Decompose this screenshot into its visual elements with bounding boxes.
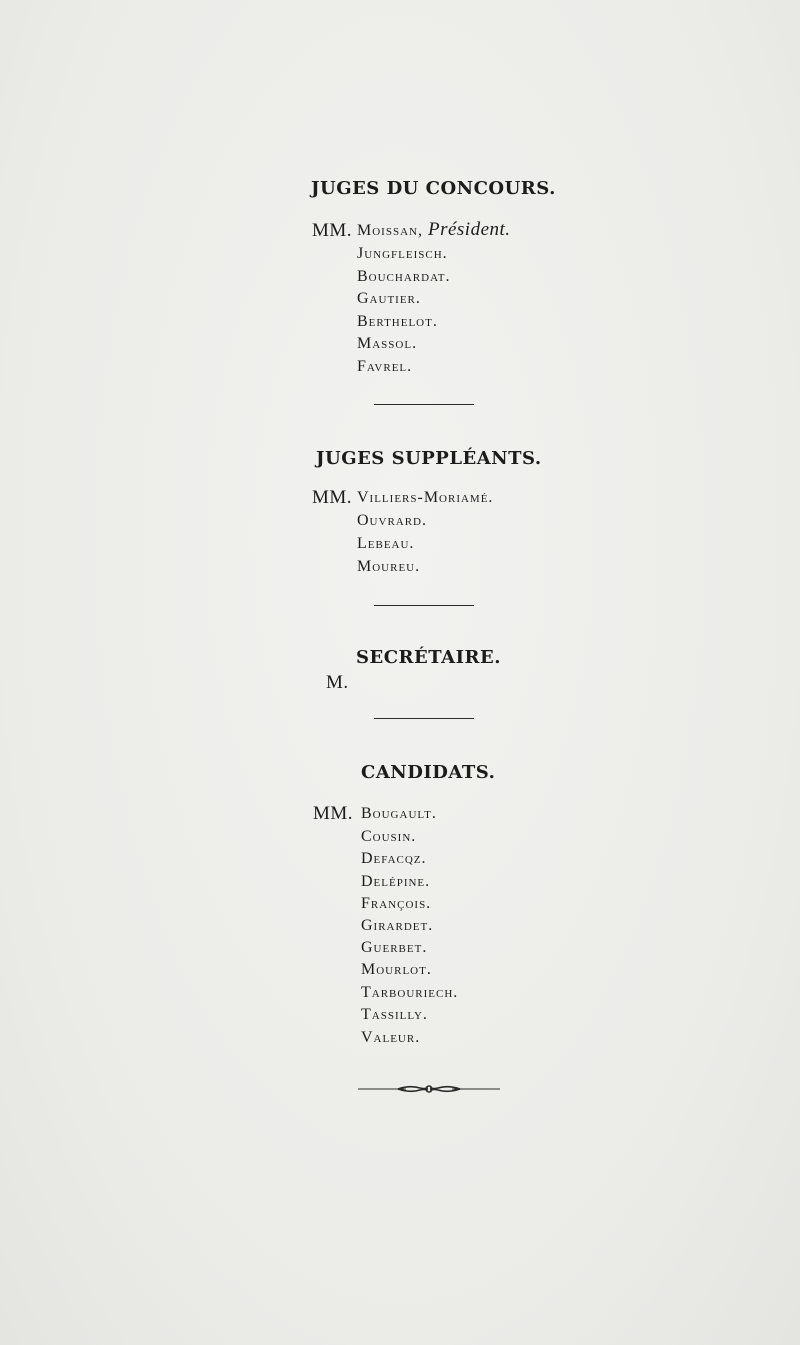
suppleants-prefix: MM.	[312, 487, 353, 508]
ornament-end-rule	[358, 1081, 500, 1097]
juges-president-name: Moissan	[357, 222, 418, 239]
candidats-name-11: Valeur.	[361, 1029, 421, 1046]
candidats-heading: CANDIDATS.	[361, 762, 496, 783]
candidats-name-2: Cousin.	[361, 828, 417, 845]
secretaire-prefix: M.	[326, 672, 349, 693]
juges-name-2: Bouchardat.	[357, 268, 451, 285]
juges-name-4: Berthelot.	[357, 313, 438, 330]
candidats-name-6: Girardet.	[361, 917, 434, 934]
candidats-name-5: François.	[361, 895, 432, 912]
juges-name-5: Massol.	[357, 335, 418, 352]
candidats-name-4: Delépine.	[361, 873, 431, 890]
candidats-name-8: Mourlot.	[361, 961, 432, 978]
candidats-name-1: Bougault.	[361, 805, 437, 822]
suppleants-name-2: Ouvrard.	[357, 512, 428, 529]
candidats-name-10: Tassilly.	[361, 1006, 428, 1023]
secretaire-heading: SECRÉTAIRE.	[356, 647, 501, 668]
candidats-name-9: Tarbouriech.	[361, 984, 459, 1001]
suppleants-name-3: Lebeau.	[357, 535, 415, 552]
juges-name-1: Jungfleisch.	[357, 245, 448, 262]
candidats-prefix: MM.	[313, 803, 354, 824]
section-divider	[374, 605, 474, 606]
suppleants-name-4: Moureu.	[357, 558, 421, 575]
comma: ,	[417, 222, 428, 239]
juges-name-6: Favrel.	[357, 358, 413, 375]
juges-prefix: MM.	[312, 220, 353, 241]
juges-president-title: Président.	[427, 219, 511, 240]
candidats-name-3: Defacqz.	[361, 850, 427, 867]
suppleants-name-1: Villiers-Moriamé.	[357, 489, 494, 506]
juges-name-3: Gautier.	[357, 290, 421, 307]
juges-heading: JUGES DU CONCOURS.	[311, 178, 556, 199]
suppleants-heading: JUGES SUPPLÉANTS.	[316, 448, 542, 469]
candidats-name-7: Guerbet.	[361, 939, 428, 956]
section-divider	[374, 404, 474, 405]
section-divider	[374, 718, 474, 719]
juges-president-line	[357, 219, 511, 242]
